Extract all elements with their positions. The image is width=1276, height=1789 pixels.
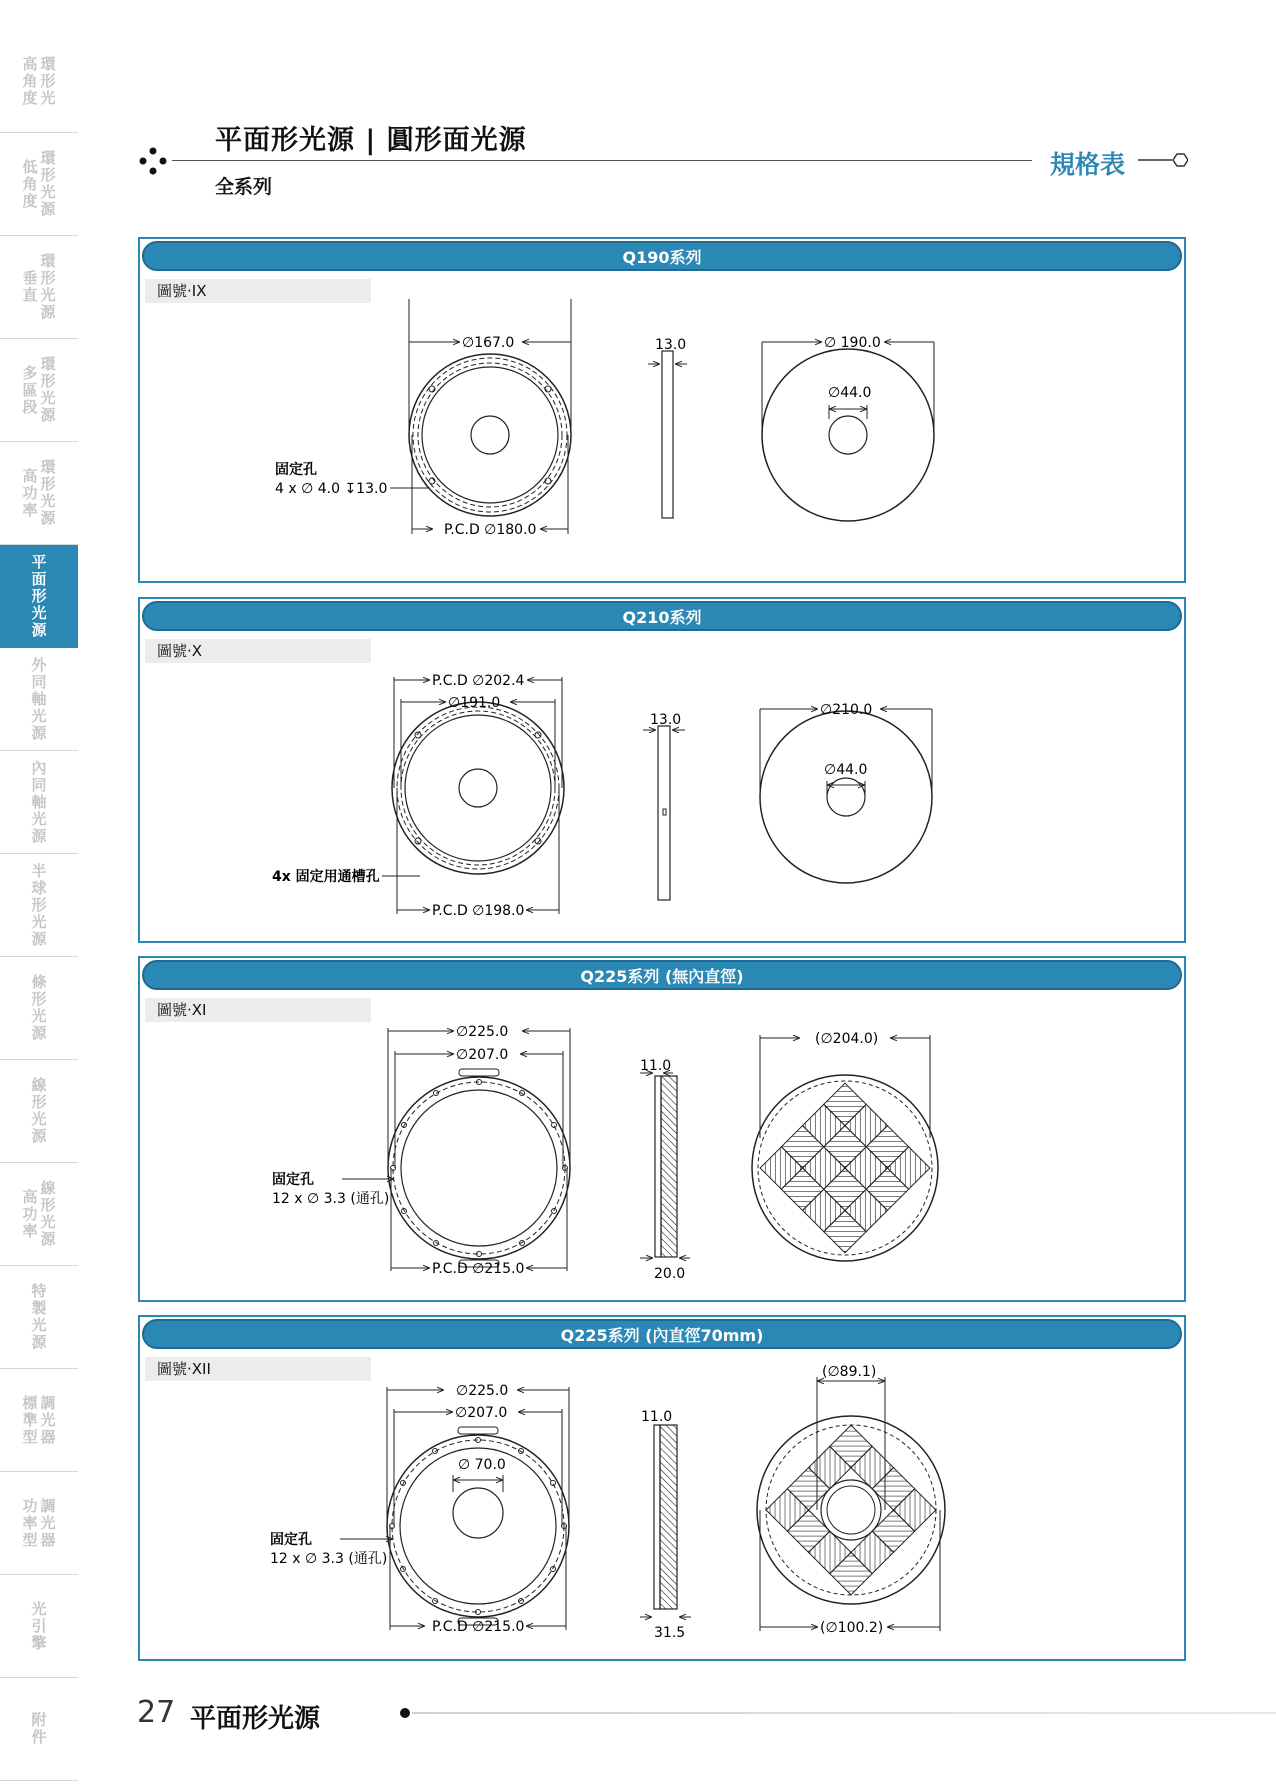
side-nav-item[interactable] [0,133,78,236]
dim-inner-dia: ∅ 70.0 [458,1457,506,1473]
side-nav-item[interactable] [0,648,78,751]
side-nav-label: 功 率 型 [22,1496,38,1549]
side-nav-label: 環 形 光 [40,54,56,107]
side-nav-item[interactable] [0,545,78,648]
dim-pcd: P.C.D ∅180.0 [444,522,537,538]
dim-thickness: 11.0 [640,1058,672,1074]
panel-q210 [138,597,1186,943]
panel-q225-solid [138,956,1186,1302]
figure-number: 圖號‧IX [145,279,371,303]
panel-q190 [138,237,1186,583]
hole-label: 4x 固定用通槽孔 [272,869,380,885]
side-nav-label: 外 同 軸 光 源 [31,655,47,742]
side-nav-label: 環 形 光 源 [40,355,56,424]
side-navigation [0,30,78,1781]
side-nav-label: 平 面 形 光 源 [31,553,47,639]
led-module-grid [760,1083,930,1253]
side-nav-item[interactable] [0,751,78,854]
hole-label: 固定孔 [270,1532,312,1548]
panel-q225-ring [138,1315,1186,1661]
side-nav-label: 垂 直 [22,269,38,304]
dim-outer-dia: ∅191.0 [448,695,501,711]
drawing-q190 [140,239,1184,581]
side-nav-item[interactable] [0,1060,78,1163]
hole-label: 固定孔 [272,1172,314,1188]
side-nav-item[interactable] [0,236,78,339]
side-nav-item[interactable] [0,1369,78,1472]
dim-front-outer: (∅100.2) [820,1620,884,1636]
drawing-q225-solid [140,958,1184,1300]
side-nav-label: 調 光 器 [40,1496,56,1549]
spec-table-label: 規格表 [1050,150,1126,179]
series-title: Q225系列 (無內直徑) [580,966,744,986]
figure-number: 圖號‧XI [145,998,371,1022]
series-title: Q225系列 (內直徑70mm) [560,1325,764,1345]
side-nav-item[interactable] [0,854,78,957]
dim-thickness: 11.0 [641,1409,673,1425]
figure-number: 圖號‧X [145,639,371,663]
dim-thickness: 13.0 [655,337,687,353]
hole-label: 固定孔 [275,462,317,478]
side-nav-item[interactable] [0,1575,78,1678]
side-nav-label: 調 光 器 [40,1393,56,1446]
side-nav-item[interactable] [0,1678,78,1781]
side-nav-label: 附 件 [31,1711,47,1746]
dim-inner-dia: ∅44.0 [824,762,868,778]
dim-inner-dia: ∅44.0 [828,385,872,401]
side-nav-label: 環 形 光 源 [40,149,56,218]
dim-front-dia: (∅204.0) [815,1031,879,1047]
dim-pcd: P.C.D ∅215.0 [432,1619,525,1635]
side-nav-item[interactable] [0,1163,78,1266]
dim-side-total: 31.5 [654,1625,686,1641]
side-nav-item[interactable] [0,30,78,133]
page-subtitle: 全系列 [215,176,273,198]
series-title: Q190系列 [622,247,702,267]
page-title: 平面形光源 | 圓形面光源 [215,125,527,156]
side-nav-label: 高 功 率 [22,466,38,519]
side-nav-label: 內 同 軸 光 源 [31,758,47,845]
dim-outer-dia: ∅225.0 [456,1383,509,1399]
side-nav-label: 特 製 光 源 [31,1282,47,1351]
figure-number: 圖號‧XII [145,1357,371,1381]
dim-pcd: P.C.D ∅215.0 [432,1261,525,1277]
dim-front-inner: (∅89.1) [822,1364,877,1380]
hole-spec: 12 x ∅ 3.3 (通孔) [270,1551,388,1567]
dim-pcd-top: P.C.D ∅202.4 [432,673,525,689]
side-nav-label: 高 角 度 [22,54,38,107]
side-nav-item[interactable] [0,1472,78,1575]
drawing-q210 [140,599,1184,941]
series-title: Q210系列 [622,607,702,627]
dim-thickness: 13.0 [650,712,682,728]
side-nav-label: 線 形 光 源 [31,1076,47,1145]
dim-total-dia: ∅ 190.0 [824,335,881,351]
header-dots-icon [138,146,168,176]
hexagon-end-icon [1138,148,1188,172]
side-nav-label: 環 形 光 源 [40,458,56,527]
footer-title: 平面形光源 [190,1704,321,1734]
header-rule [172,160,1032,161]
side-nav-label: 光 引 擎 [31,1599,47,1652]
side-nav-item[interactable] [0,957,78,1060]
side-nav-item[interactable] [0,339,78,442]
dim-total-dia: ∅210.0 [820,702,873,718]
mounting-holes [391,1080,568,1257]
page-number: 27 [137,1695,176,1730]
footer-dot [400,1708,410,1718]
side-nav-item[interactable] [0,1266,78,1369]
side-nav-label: 高 功 率 [22,1187,38,1240]
side-nav-label: 多 區 段 [22,363,38,416]
footer-rule [412,1712,1276,1714]
side-nav-label: 條 形 光 源 [31,973,47,1042]
side-nav-label: 環 形 光 源 [40,252,56,321]
dim-outer-dia: ∅225.0 [456,1024,509,1040]
side-nav-label: 半 球 形 光 源 [31,861,47,948]
dim-pcd: P.C.D ∅198.0 [432,903,525,919]
hole-spec: 4 x ∅ 4.0 ↧13.0 [275,481,388,497]
dim-outer-dia: ∅167.0 [462,335,515,351]
dim-side-total: 20.0 [654,1266,686,1282]
dim-emit-dia: ∅207.0 [456,1047,509,1063]
side-nav-label: 標 準 型 [22,1393,38,1446]
side-nav-label: 低 角 度 [22,157,38,210]
dim-emit-dia: ∅207.0 [455,1405,508,1421]
hole-spec: 12 x ∅ 3.3 (通孔) [272,1191,390,1207]
side-nav-label: 線 形 光 源 [40,1179,56,1248]
side-nav-item[interactable] [0,442,78,545]
drawing-q225-ring [140,1317,1184,1659]
